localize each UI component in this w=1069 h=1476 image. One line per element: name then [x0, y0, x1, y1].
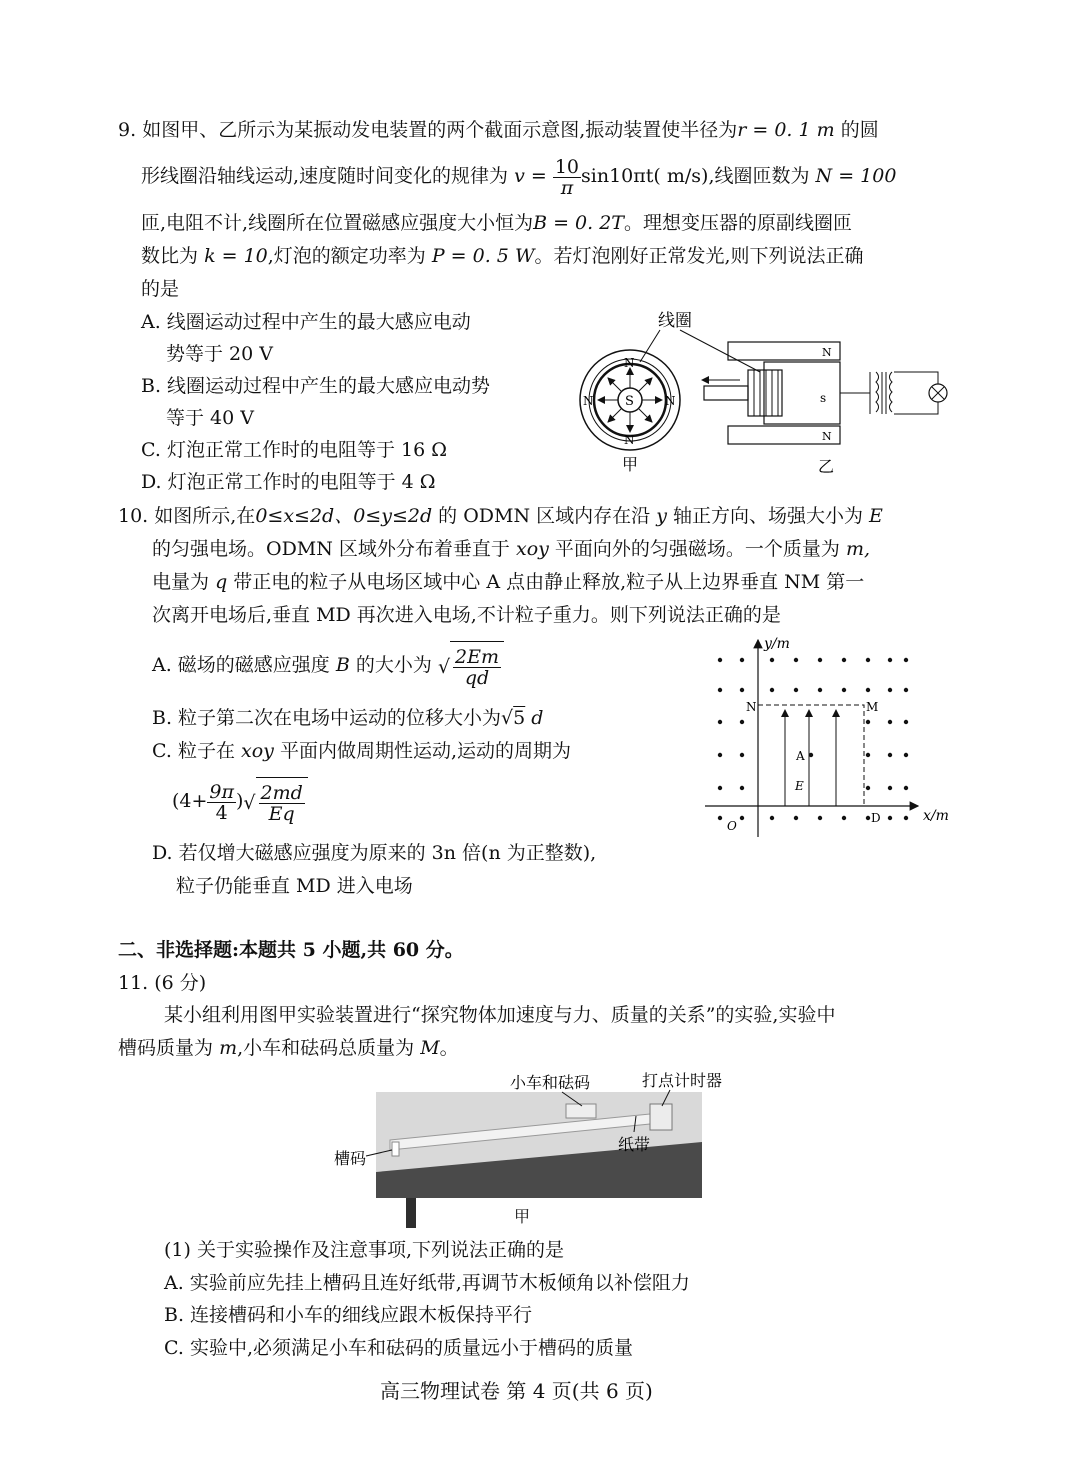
- field-dot: [888, 786, 892, 790]
- q9-line-2: 形线圈沿轴线运动,速度随时间变化的规律为 v = $\frac{10}{\pi}$ sin10πt( m/s),线圈匝数为 N = 100: [141, 155, 897, 199]
- weight: [392, 1142, 399, 1156]
- field-dot: [718, 658, 722, 662]
- pole-s-yi: s: [820, 391, 827, 405]
- label-d: D: [871, 811, 881, 825]
- q9-line-4: 数比为 k = 10,灯泡的额定功率为 P = 0. 5 W。若灯泡刚好正常发光,则下列说法正确: [141, 245, 864, 267]
- q11-intro-1: 某小组利用图甲实验装置进行“探究物体加速度与力、质量的关系”的实验,实验中: [164, 1004, 836, 1026]
- field-dot: [888, 720, 892, 724]
- label-m: M: [866, 700, 879, 714]
- field-dot: [718, 786, 722, 790]
- figure-jia: [580, 350, 680, 474]
- field-dot: [740, 816, 744, 820]
- field-dot: [866, 816, 870, 820]
- field-dot: [818, 688, 822, 692]
- field-dot: [888, 658, 892, 662]
- x-axis-label: x/m: [923, 808, 949, 824]
- q10-option-d-cont: 粒子仍能垂直 MD 进入电场: [176, 875, 413, 897]
- field-dot: [770, 688, 774, 692]
- field-dot: [866, 720, 870, 724]
- pole-n-lower: N: [822, 430, 832, 443]
- q10-field-figure: [700, 632, 960, 842]
- field-dot: [740, 658, 744, 662]
- field-dot: [740, 786, 744, 790]
- label-o: O: [727, 819, 737, 833]
- field-dot: [718, 816, 722, 820]
- label-cart: 小车和砝码: [510, 1073, 591, 1092]
- pole-n-top: N: [624, 356, 635, 370]
- field-dot: [866, 658, 870, 662]
- page-footer: 高三物理试卷 第 4 页(共 6 页): [380, 1379, 653, 1403]
- coil-leader-2: [680, 330, 760, 372]
- field-dot: [866, 786, 870, 790]
- label-n: N: [746, 700, 757, 714]
- label-e: E: [795, 779, 804, 793]
- field-dot: [866, 688, 870, 692]
- field-dot: [770, 658, 774, 662]
- field-dot: [904, 720, 908, 724]
- cart: [566, 1104, 596, 1118]
- q10-line-1: 10. 如图所示,在0≤x≤2d、0≤y≤2d 的 ODMN 区域内存在沿 y 轴正方向、场强大小为 E: [118, 505, 883, 527]
- q11-apparatus-figure: [330, 1068, 750, 1228]
- field-dot: [888, 753, 892, 757]
- magnetic-field-dots: [718, 658, 908, 820]
- field-dot: [866, 753, 870, 757]
- q11-sub-1: (1) 关于实验操作及注意事项,下列说法正确的是: [164, 1239, 564, 1261]
- field-dot: [888, 816, 892, 820]
- field-dot: [794, 658, 798, 662]
- field-dot: [740, 688, 744, 692]
- q11-intro-2: 槽码质量为 m,小车和砝码总质量为 M。: [118, 1037, 459, 1059]
- q9-option-a-cont: 势等于 20 V: [166, 343, 273, 365]
- label-timer: 打点计时器: [642, 1071, 723, 1090]
- field-dot: [770, 816, 774, 820]
- pole-n-left: N: [583, 394, 594, 408]
- label-weight: 槽码: [334, 1149, 367, 1168]
- label-a: A: [796, 749, 805, 763]
- section-2-heading: 二、非选择题:本题共 5 小题,共 60 分。: [118, 939, 464, 961]
- q10-option-b: B. 粒子第二次在电场中运动的位移大小为√5 d: [152, 707, 544, 729]
- field-dot: [904, 658, 908, 662]
- pole-n-upper: N: [822, 346, 832, 359]
- q11-option-c: C. 实验中,必须满足小车和砝码的质量远小于槽码的质量: [164, 1337, 633, 1359]
- timer: [650, 1104, 672, 1130]
- q10-option-c-formula: (4+ $\frac{9\pi}{4}$ )√ $\frac{2md}{Eq}$: [172, 776, 308, 826]
- pole-n-right: N: [665, 394, 676, 408]
- q11-option-b: B. 连接槽码和小车的细线应跟木板保持平行: [164, 1304, 533, 1326]
- q9-option-c: C. 灯泡正常工作时的电阻等于 16 Ω: [141, 439, 447, 461]
- q9-option-b: B. 线圈运动过程中产生的最大感应电动势: [141, 375, 491, 397]
- field-dot: [718, 720, 722, 724]
- field-dot: [794, 688, 798, 692]
- q11-option-a: A. 实验前应先挂上槽码且连好纸带,再调节木板倾角以补偿阻力: [164, 1272, 690, 1294]
- q10-line-3: 电量为 q 带正电的粒子从电场区域中心 A 点由静止释放,粒子从上边界垂直 NM 第一: [152, 571, 865, 593]
- coil-label: 线圈: [658, 311, 692, 331]
- q9-line-5: 的是: [141, 278, 180, 300]
- pole-n-bottom: N: [624, 433, 635, 447]
- pole-s-center: S: [625, 394, 634, 409]
- q10-option-c: C. 粒子在 xoy 平面内做周期性运动,运动的周期为: [152, 740, 571, 762]
- field-dot: [818, 658, 822, 662]
- q10-a-sqrt: √ $\frac{2Em}{qd}$: [438, 641, 504, 692]
- field-dot: [888, 688, 892, 692]
- q9-option-a: A. 线圈运动过程中产生的最大感应电动: [141, 311, 471, 333]
- q9-line-3: 匝,电阻不计,线圈所在位置磁感应强度大小恒为B = 0. 2T。理想变压器的原副线圈匝: [141, 212, 852, 234]
- figure-yi: [702, 342, 947, 476]
- field-dot: [740, 753, 744, 757]
- label-yi: 乙: [818, 457, 835, 476]
- q9-generator-figure: [570, 300, 960, 485]
- field-dot: [718, 753, 722, 757]
- q9-velocity-fraction: $\frac{10}{\pi}$: [554, 155, 580, 199]
- field-dot: [904, 816, 908, 820]
- q9-number: 9.: [118, 119, 137, 141]
- q9-option-b-cont: 等于 40 V: [166, 407, 254, 429]
- q10-number: 10.: [118, 505, 149, 527]
- q10-line-4: 次离开电场后,垂直 MD 再次进入电场,不计粒子重力。则下列说法正确的是: [152, 604, 781, 626]
- point-a: [809, 753, 813, 757]
- field-dot: [904, 753, 908, 757]
- field-dot: [842, 816, 846, 820]
- label-tape: 纸带: [618, 1135, 651, 1154]
- field-dot: [794, 816, 798, 820]
- q9-line-1: 9. 如图甲、乙所示为某振动发电装置的两个截面示意图,振动装置使半径为r = 0. 1 m 的圆: [118, 119, 879, 141]
- field-dot: [904, 786, 908, 790]
- label-jia: 甲: [622, 455, 639, 474]
- q10-option-d: D. 若仅增大磁感应强度为原来的 3n 倍(n 为正整数),: [152, 842, 597, 864]
- field-dot: [904, 688, 908, 692]
- field-dot: [842, 688, 846, 692]
- q11-figure-caption: 甲: [514, 1207, 531, 1226]
- field-dot: [740, 720, 744, 724]
- y-axis-label: y/m: [764, 636, 790, 652]
- field-dot: [842, 658, 846, 662]
- q10-line-2: 的匀强电场。ODMN 区域外分布着垂直于 xoy 平面向外的匀强磁场。一个质量为 m,: [152, 538, 871, 560]
- q11-header: 11. (6 分): [118, 972, 207, 994]
- q10-option-a: A. 磁场的磁感应强度 B 的大小为 √ $\frac{2Em}{qd}$: [152, 640, 504, 690]
- q9-option-d: D. 灯泡正常工作时的电阻等于 4 Ω: [141, 471, 436, 493]
- field-dot: [818, 816, 822, 820]
- field-dot: [718, 688, 722, 692]
